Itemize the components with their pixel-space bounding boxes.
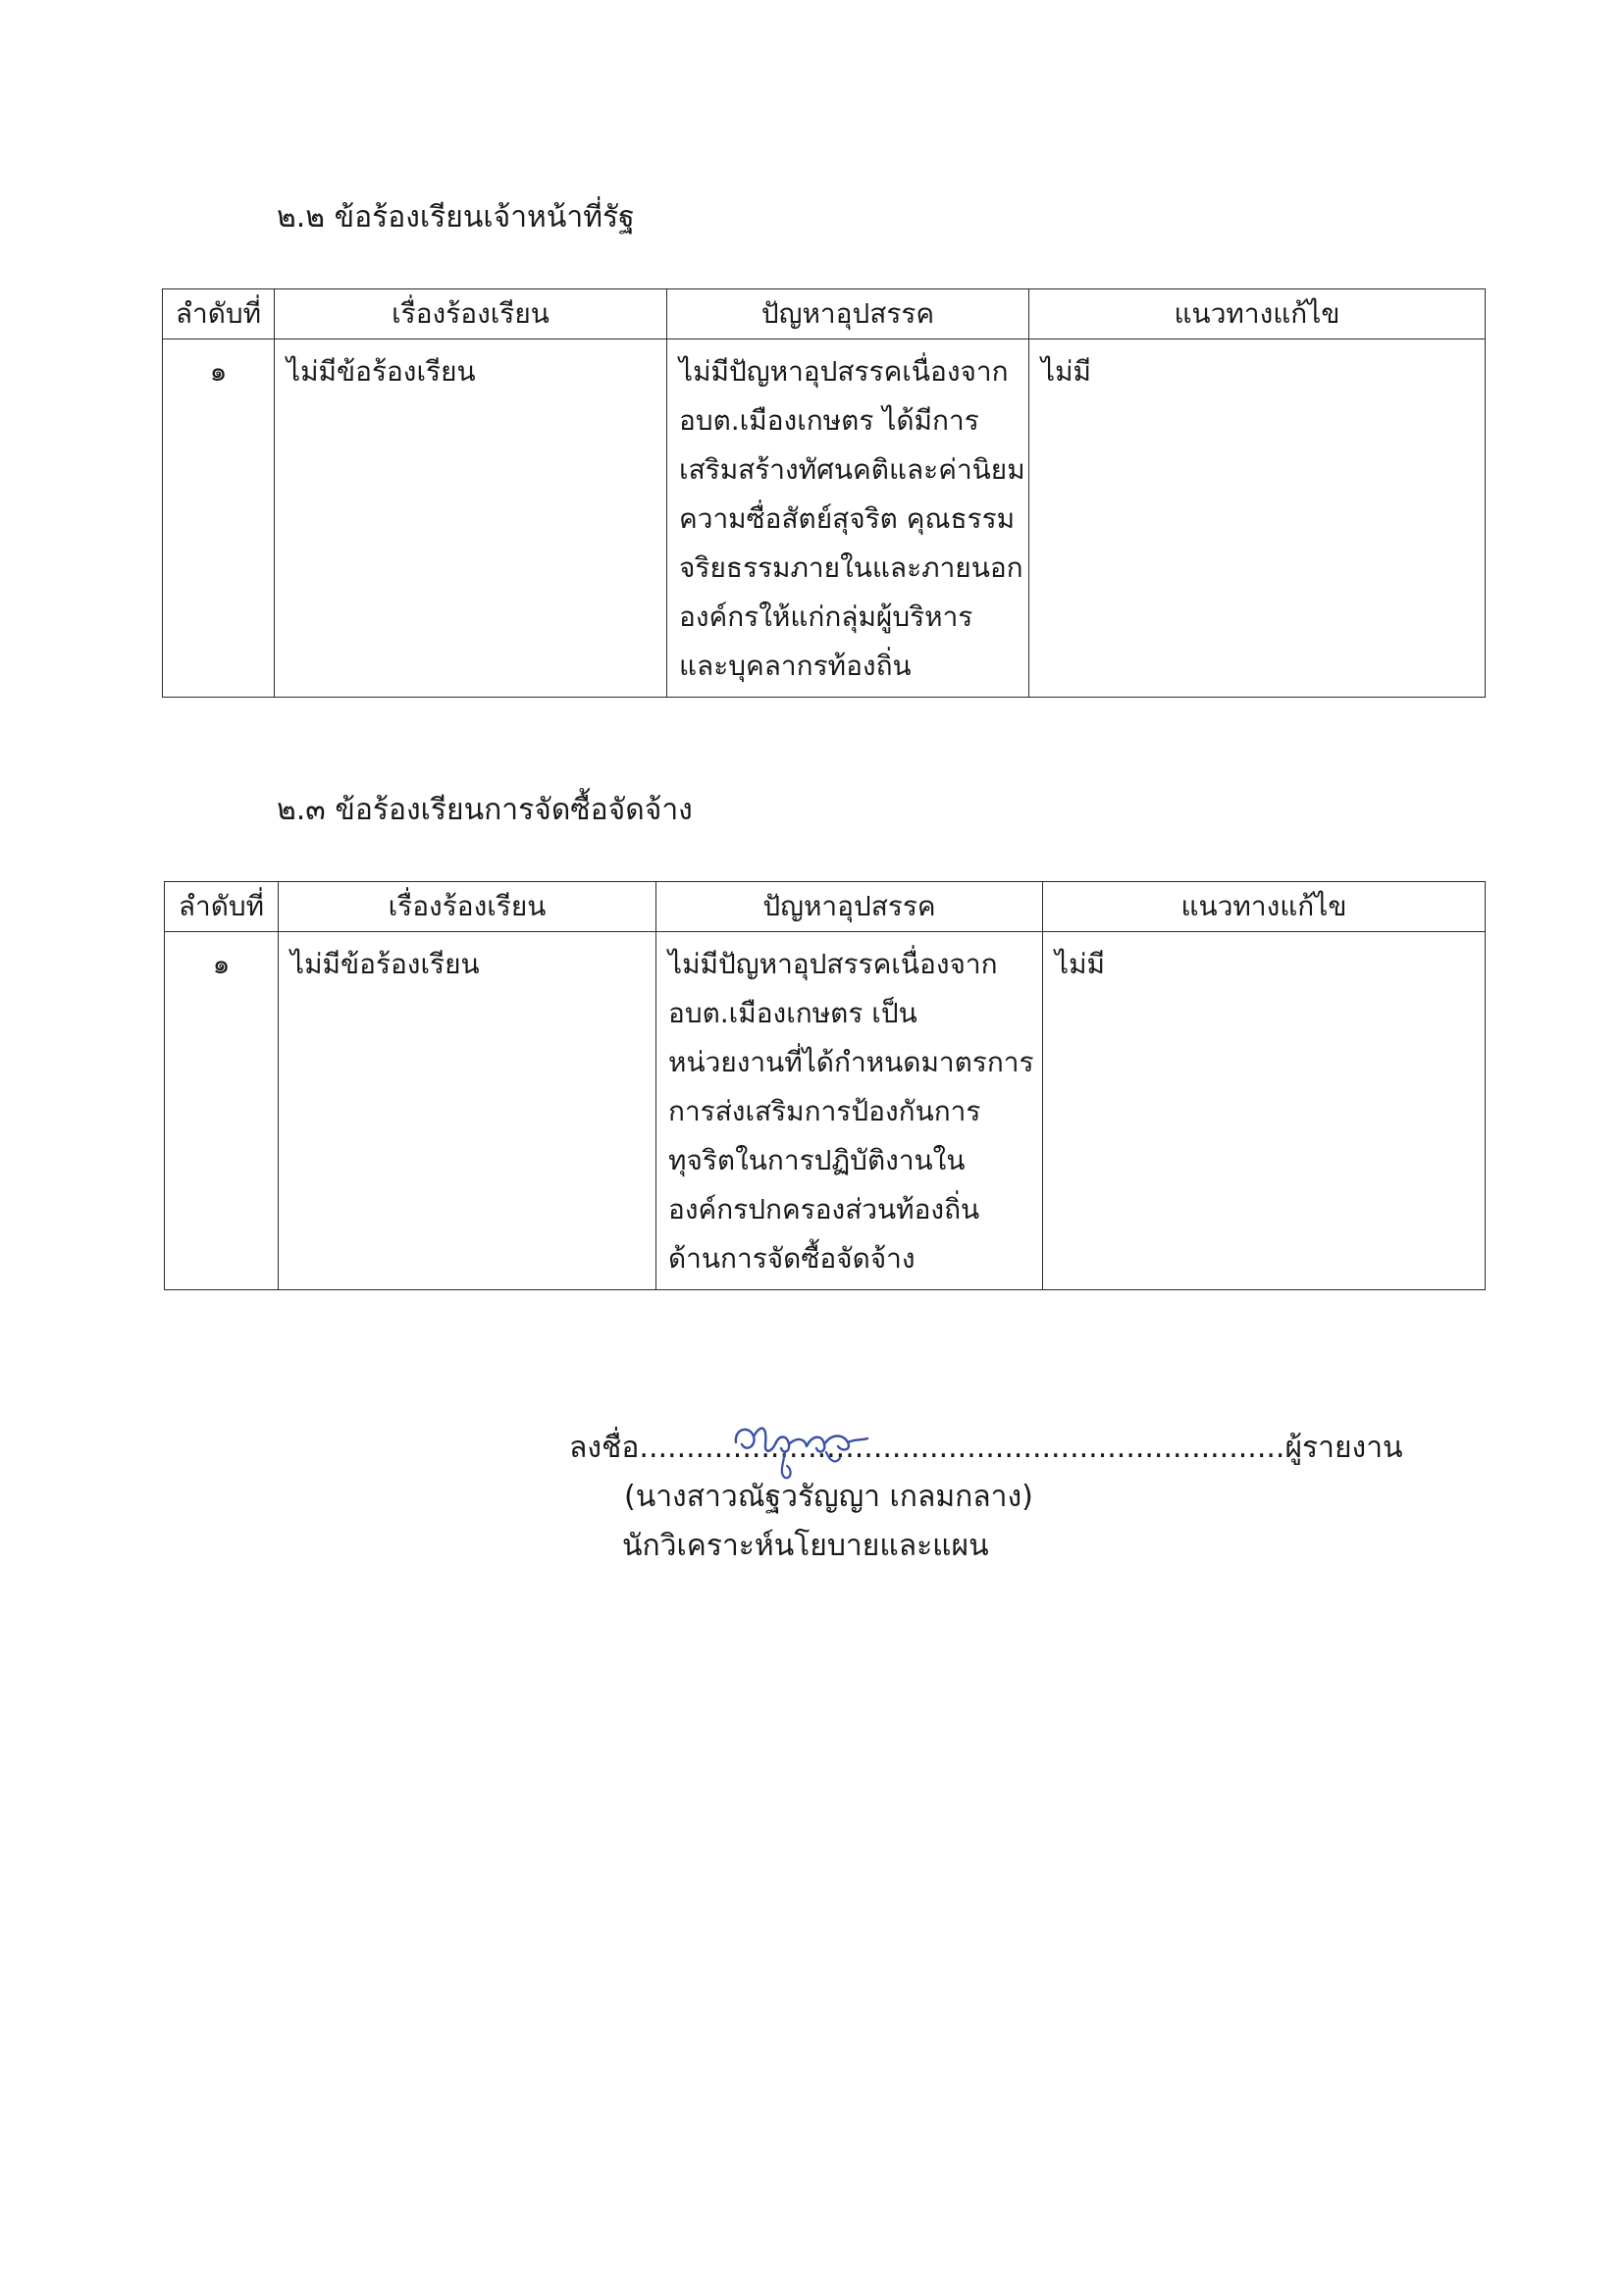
column-header-problem: ปัญหาอุปสรรค — [656, 882, 1043, 932]
signatory-name: (นางสาวณัฐวรัญญา เกลมกลาง) — [624, 1480, 1033, 1514]
cell-problem — [656, 932, 1043, 1290]
signatory-position: นักวิเคราะห์นโยบายและแผน — [622, 1529, 989, 1563]
signature-stroke — [736, 1429, 867, 1452]
problem-line: ไม่มีปัญหาอุปสรรคเนื่องจาก — [668, 948, 998, 980]
handwritten-signature — [728, 1405, 875, 1484]
column-header-subject: เรื่องร้องเรียน — [275, 289, 667, 339]
signature-line — [569, 1425, 1403, 1472]
problem-line: ความซื่อสัตย์สุจริต คุณธรรม — [679, 502, 1016, 535]
sign-label: ลงชื่อ — [569, 1431, 640, 1465]
cell-subject: ไม่มีข้อร้องเรียน — [275, 339, 667, 698]
section-heading-procurement: ๒.๓ ข้อร้องเรียนการจัดซื้อจัดจ้าง — [277, 793, 693, 827]
table-row — [165, 932, 1486, 1290]
signature-dots-right: ........................................... — [882, 1431, 1285, 1465]
cell-solution: ไม่มี — [1043, 932, 1486, 1290]
reporter-label: ผู้รายงาน — [1284, 1431, 1403, 1465]
problem-line: องค์กรให้แก่กลุ่มผู้บริหาร — [679, 600, 973, 633]
cell-problem — [667, 339, 1029, 698]
problem-line: หน่วยงานที่ได้กำหนดมาตรการ — [668, 1046, 1034, 1078]
signature-dots-left: .......................... — [639, 1431, 883, 1465]
problem-line: เสริมสร้างทัศนคติและค่านิยม — [679, 453, 1025, 486]
complaints-table-procurement — [164, 881, 1486, 1290]
cell-no: ๑ — [165, 932, 279, 1290]
column-header-solution: แนวทางแก้ไข — [1043, 882, 1486, 932]
problem-line: อบต.เมืองเกษตร ได้มีการ — [679, 404, 979, 437]
column-header-no: ลำดับที่ — [163, 289, 275, 339]
column-header-no: ลำดับที่ — [165, 882, 279, 932]
table-row — [163, 339, 1486, 698]
cell-subject: ไม่มีข้อร้องเรียน — [279, 932, 656, 1290]
column-header-solution: แนวทางแก้ไข — [1029, 289, 1486, 339]
column-header-problem: ปัญหาอุปสรรค — [667, 289, 1029, 339]
column-header-subject: เรื่องร้องเรียน — [279, 882, 656, 932]
problem-line: ไม่มีปัญหาอุปสรรคเนื่องจาก — [679, 355, 1009, 388]
problem-line: การส่งเสริมการป้องกันการ — [668, 1095, 981, 1127]
problem-line: ทุจริตในการปฏิบัติงานใน — [668, 1144, 966, 1176]
cell-no: ๑ — [163, 339, 275, 698]
table-header-row — [163, 289, 1486, 339]
section-heading-officials: ๒.๒ ข้อร้องเรียนเจ้าหน้าที่รัฐ — [277, 200, 635, 235]
problem-line: จริยธรรมภายในและภายนอก — [679, 551, 1023, 584]
problem-line: และบุคลากรท้องถิ่น — [679, 650, 912, 682]
problem-line: อบต.เมืองเกษตร เป็น — [668, 997, 917, 1029]
table-header-row — [165, 882, 1486, 932]
complaints-table-officials — [162, 288, 1486, 698]
problem-line: ด้านการจัดซื้อจัดจ้าง — [668, 1242, 916, 1275]
problem-line: องค์กรปกครองส่วนท้องถิ่น — [668, 1193, 980, 1226]
cell-solution: ไม่มี — [1029, 339, 1486, 698]
